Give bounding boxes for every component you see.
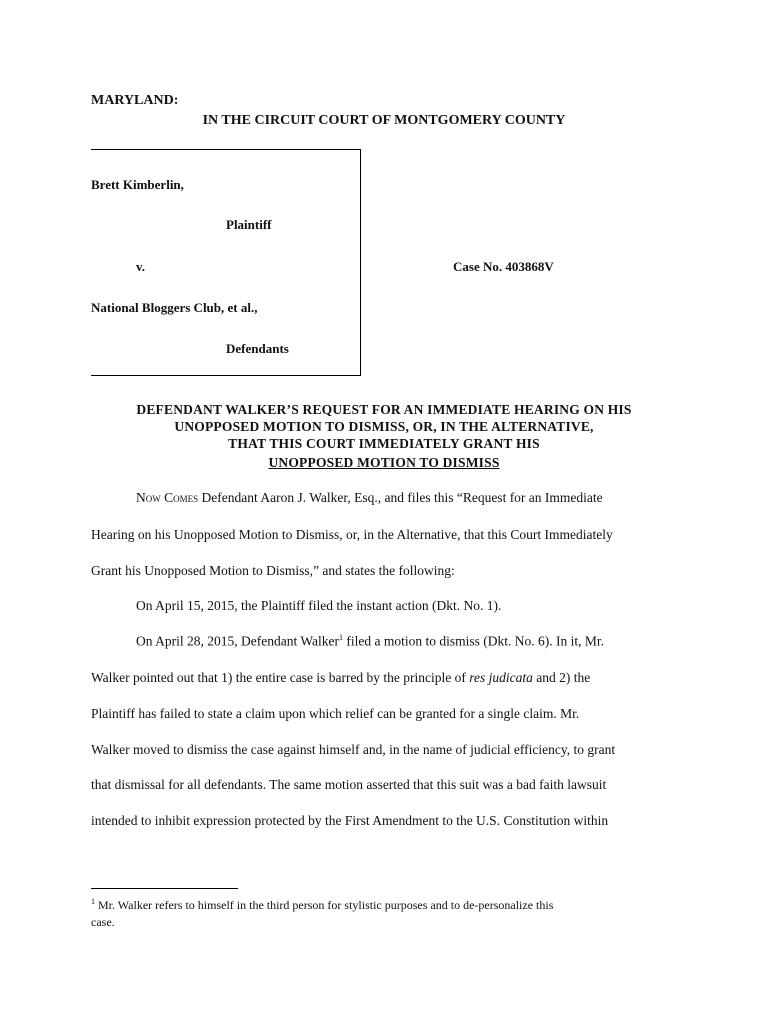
defendant-name: National Bloggers Club, et al., — [91, 300, 258, 315]
plaintiff-name: Brett Kimberlin, — [91, 177, 184, 192]
case-number: Case No. 403868V — [453, 259, 554, 274]
document-title-line-4 — [0, 455, 768, 471]
paragraph-1-line-1-text: Defendant Aaron J. Walker, Esq., and files this “Request for an Immediate — [198, 490, 603, 505]
paragraph-3-line-4: Walker moved to dismiss the case against himself and, in the name of judicial efficiency, to grant — [91, 742, 616, 757]
res-judicata: res judicata — [469, 670, 533, 685]
now-comes: Now Comes — [136, 490, 199, 505]
footnote-line-1 — [91, 897, 553, 913]
court-heading: IN THE CIRCUIT COURT OF MONTGOMERY COUNTY — [202, 113, 566, 128]
caption-bottom-rule — [91, 375, 361, 376]
paragraph-3-line-6: intended to inhibit expression protected by the First Amendment to the U.S. Constitution within — [91, 813, 609, 828]
paragraph-3-line-2-b: and 2) the — [532, 670, 591, 685]
footnote-separator — [91, 888, 238, 889]
paragraph-3-line-1 — [136, 633, 604, 650]
paragraph-1-line-2: Hearing on his Unopposed Motion to Dismiss, or, in the Alternative, that this Court Immediately — [91, 527, 613, 542]
footnote-marker: 1 — [91, 897, 95, 906]
paragraph-2: On April 15, 2015, the Plaintiff filed the instant action (Dkt. No. 1). — [136, 598, 502, 613]
paragraph-3-line-3: Plaintiff has failed to state a claim upon which relief can be granted for a single claim. Mr. — [91, 706, 580, 721]
paragraph-1-line-3: Grant his Unopposed Motion to Dismiss,” and states the following: — [91, 563, 455, 578]
paragraph-1-line-1 — [136, 490, 603, 506]
paragraph-3-line-5: that dismissal for all defendants. The same motion asserted that this suit was a bad faith lawsuit — [91, 777, 607, 792]
document-title-line-3: THAT THIS COURT IMMEDIATELY GRANT HIS — [228, 436, 540, 451]
paragraph-3-line-1-b: filed a motion to dismiss (Dkt. No. 6). In it, Mr. — [343, 633, 604, 649]
document-title-line-4-text: UNOPPOSED MOTION TO DISMISS — [268, 455, 500, 470]
state-heading: MARYLAND: — [91, 93, 179, 108]
footnote-reference[interactable]: 1 — [339, 633, 343, 642]
document-title-line-2: UNOPPOSED MOTION TO DISMISS, OR, IN THE ALTERNATIVE, — [174, 419, 594, 434]
defendant-role: Defendants — [226, 341, 289, 356]
footnote-text: Mr. Walker refers to himself in the third person for stylistic purposes and to de-personalize this — [95, 898, 554, 912]
paragraph-3-line-2 — [91, 670, 590, 686]
document-title-line-1: DEFENDANT WALKER’S REQUEST FOR AN IMMEDIATE HEARING ON HIS — [136, 402, 632, 417]
plaintiff-role: Plaintiff — [226, 217, 272, 232]
versus-label: v. — [136, 259, 146, 274]
paragraph-3-line-1-a: On April 28, 2015, Defendant Walker — [136, 633, 339, 649]
caption-top-rule — [91, 149, 361, 150]
paragraph-3-line-2-a: Walker pointed out that 1) the entire case is barred by the principle of — [91, 670, 470, 685]
caption-right-rule — [360, 149, 361, 376]
footnote-line-2: case. — [91, 915, 115, 929]
